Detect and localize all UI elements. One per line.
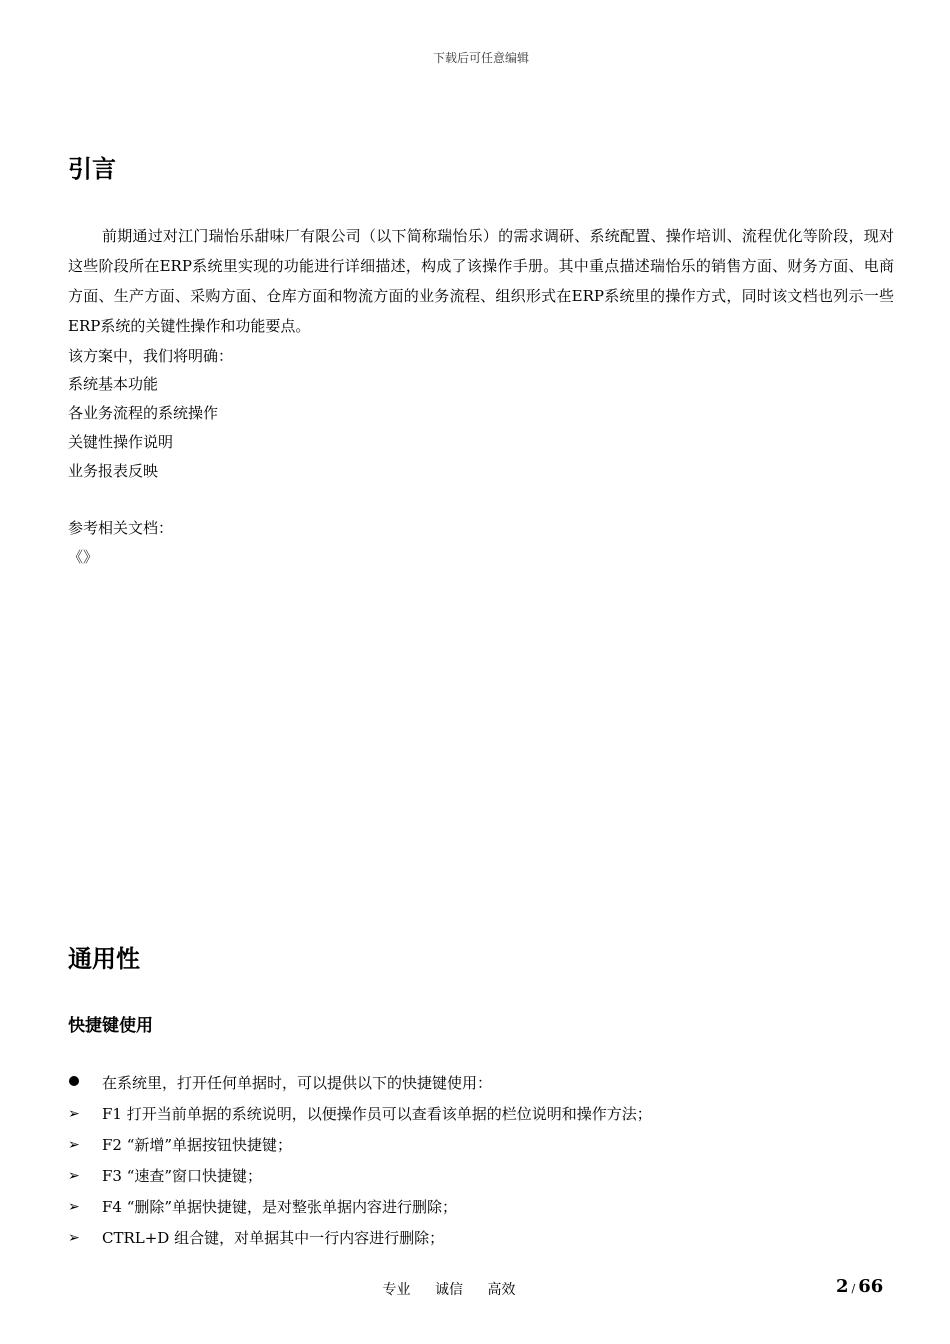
shortcut-subtitle: 快捷键使用: [68, 1016, 153, 1036]
general-title: 通用性: [68, 945, 140, 973]
arrow-bullet-icon: ➢: [68, 1137, 80, 1153]
footer-motto: [0, 1279, 898, 1299]
intro-line-basic-functions: 系统基本功能: [68, 375, 159, 393]
bullet-dot-icon: [68, 1072, 102, 1094]
intro-title: 引言: [68, 155, 116, 183]
list-item-text: F2 “新增”单据按钮快捷键；: [102, 1136, 293, 1154]
list-item-text: 在系统里，打开任何单据时，可以提供以下的快捷键使用：: [102, 1074, 493, 1092]
page-separator: /: [851, 1282, 856, 1295]
motto-professional: 专业: [382, 1282, 411, 1298]
intro-line-reports: 业务报表反映: [68, 462, 159, 480]
page-total: 66: [858, 1276, 884, 1297]
list-item: [68, 1165, 652, 1196]
list-item-text: F1 打开当前单据的系统说明，以便操作员可以查看该单据的栏位说明和操作方法；: [102, 1105, 652, 1123]
intro-line-key-operations: 关键性操作说明: [68, 433, 174, 451]
arrow-bullet-icon: ➢: [68, 1168, 80, 1184]
motto-efficient: 高效: [487, 1282, 516, 1298]
list-item-text: F4 “删除”单据快捷键，是对整张单据内容进行删除；: [102, 1198, 458, 1216]
list-item: [68, 1227, 652, 1258]
page-number: [836, 1276, 883, 1297]
arrow-bullet-icon: ➢: [68, 1106, 80, 1122]
list-item: [68, 1134, 652, 1165]
page-current: 2: [836, 1276, 849, 1297]
reference-label: 参考相关文档：: [68, 519, 174, 537]
list-item: [68, 1196, 652, 1227]
shortcut-list: [68, 1072, 652, 1258]
intro-line-process-operations: 各业务流程的系统操作: [68, 404, 219, 422]
arrow-bullet-icon: ➢: [68, 1199, 80, 1215]
reference-value: 《》: [68, 548, 99, 566]
intro-line-scope: 该方案中，我们将明确：: [68, 347, 234, 365]
list-item-text: F3 “速查”窗口快捷键；: [102, 1167, 263, 1185]
motto-integrity: 诚信: [435, 1282, 463, 1298]
arrow-bullet-icon: ➢: [68, 1230, 80, 1246]
list-item-text: CTRL+D 组合键，对单据其中一行内容进行删除；: [102, 1229, 445, 1247]
header-note: 下载后可任意编辑: [432, 51, 529, 65]
intro-paragraph: 前期通过对江门瑞怡乐甜味厂有限公司（以下简称瑞怡乐）的需求调研、系统配置、操作培训、流程优化等阶段，现对这些阶段所在ERP系统里实现的功能进行详细描述，构成了该操作手册。其中重点描述瑞怡乐的销售方面、财务方面、电商方面、生产方面、采购方面、仓库方面和物流方面的业务流程、组织形式在ERP系统里的操作方式，同时该文档也列示一些ERP系统的关键性操作和功能要点。: [68, 227, 894, 335]
list-item: [68, 1103, 652, 1134]
list-item: [68, 1072, 652, 1103]
